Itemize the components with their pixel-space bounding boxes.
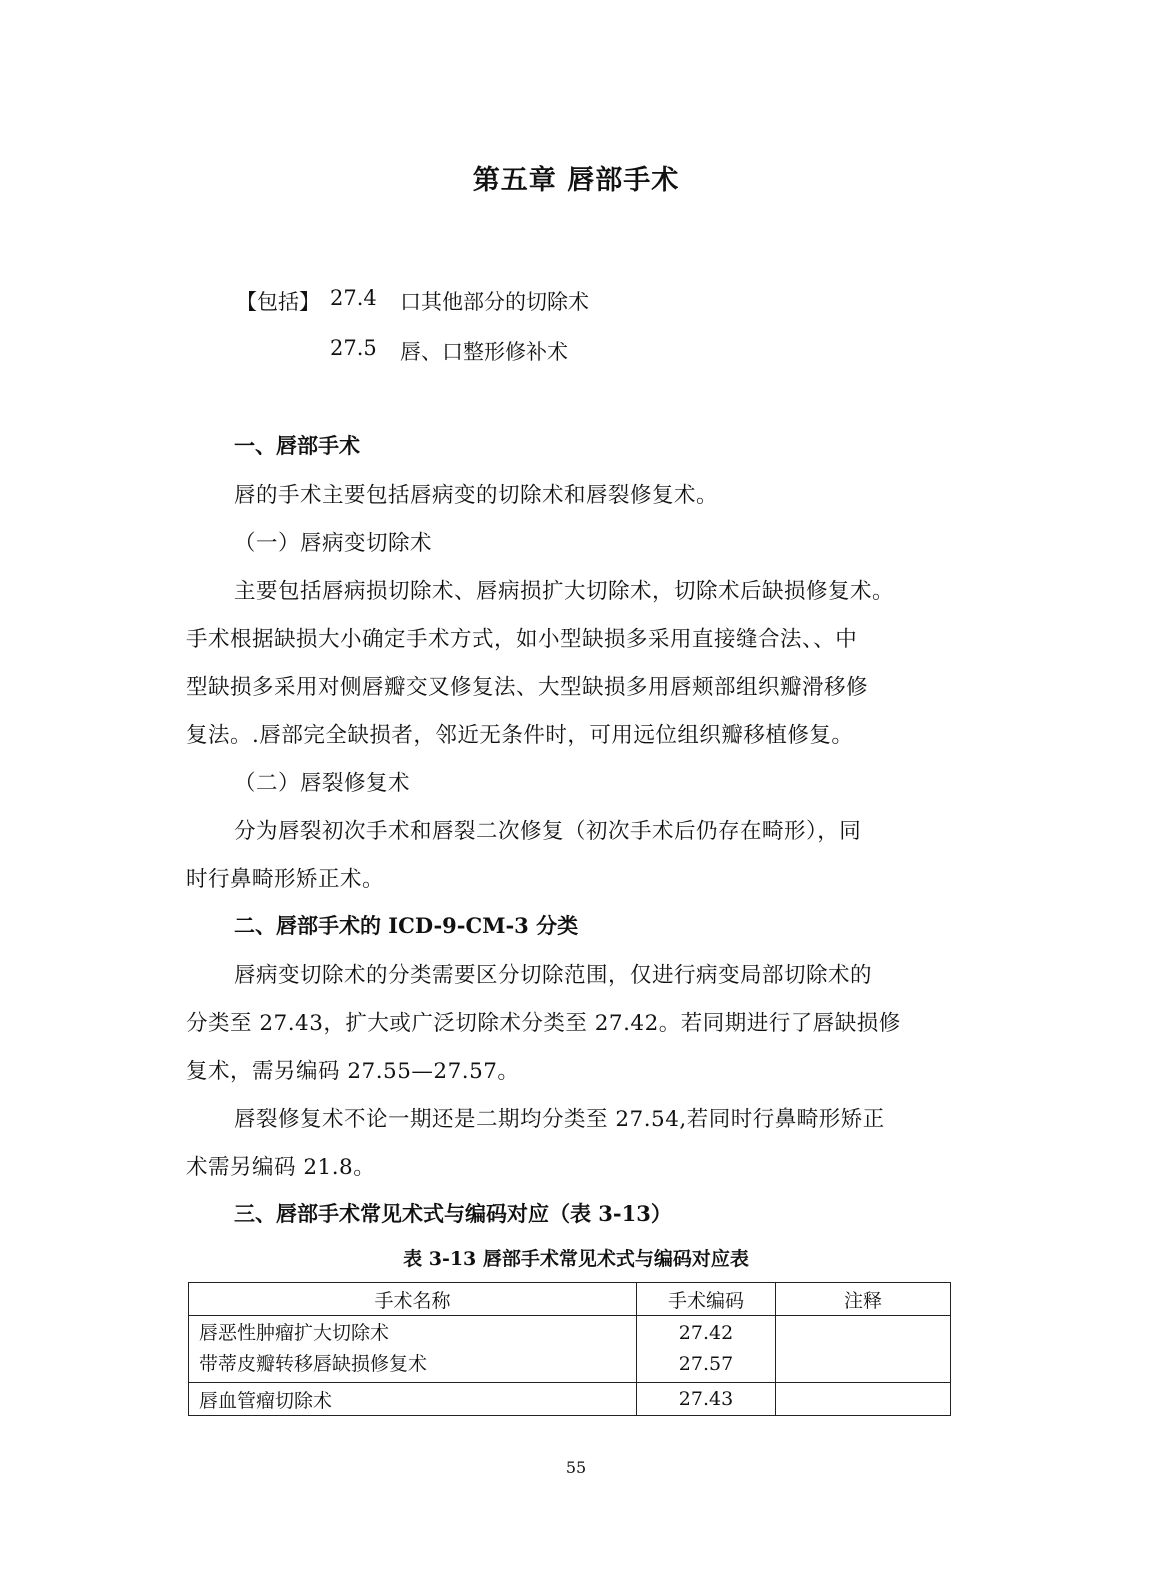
table-caption: 表 3-13 唇部手术常见术式与编码对应表 [403, 1248, 749, 1270]
surgery-name: 唇恶性肿瘤扩大切除术 [199, 1322, 390, 1344]
section1-heading: 一、唇部手术 [234, 433, 360, 458]
includes-code-2: 27.5 [330, 336, 377, 360]
table-row [189, 1316, 951, 1383]
section2-para2-line: 唇裂修复术不论一期还是二期均分类至 27.54,若同时行鼻畸形矫正 [234, 1107, 885, 1132]
includes-code-1: 27.4 [330, 286, 377, 310]
table-header-row [189, 1283, 951, 1316]
section1-sub1-line: 手术根据缺损大小确定手术方式，如小型缺损多采用直接缝合法、、中 [186, 627, 858, 652]
section1-sub1-heading: （一）唇病变切除术 [234, 531, 433, 556]
surgery-name: 唇血管瘤切除术 [199, 1389, 333, 1412]
surgery-code-cell [637, 1383, 776, 1416]
section1-intro: 唇的手术主要包括唇病变的切除术和唇裂修复术。 [234, 483, 719, 508]
section1-sub2-line: 时行鼻畸形矫正术。 [186, 867, 385, 892]
note-cell [776, 1383, 951, 1416]
section2-heading: 二、唇部手术的 ICD-9-CM-3 分类 [234, 913, 579, 938]
section2-para2-line: 术需另编码 21.8。 [186, 1155, 376, 1180]
section3-heading: 三、唇部手术常见术式与编码对应（表 3-13） [234, 1201, 672, 1226]
surgery-name-cell [189, 1316, 637, 1383]
section1-sub1-line: 型缺损多采用对侧唇瓣交叉修复法、大型缺损多用唇颊部组织瓣滑移修 [186, 675, 869, 700]
section2-para1-line: 复术，需另编码 27.55—27.57。 [186, 1059, 520, 1084]
column-header-note: 注释 [776, 1283, 951, 1316]
surgery-code: 27.42 [678, 1322, 734, 1344]
surgery-code: 27.43 [678, 1388, 734, 1410]
section1-sub2-line: 分为唇裂初次手术和唇裂二次修复（初次手术后仍存在畸形），同 [234, 819, 862, 844]
column-header-surgery-name: 手术名称 [189, 1283, 637, 1316]
page-number: 55 [565, 1458, 587, 1477]
chapter-title: 第五章 唇部手术 [472, 165, 680, 196]
includes-text-1: 口其他部分的切除术 [400, 290, 589, 314]
surgery-code: 27.57 [678, 1353, 734, 1375]
surgery-name: 带蒂皮瓣转移唇缺损修复术 [199, 1353, 428, 1375]
surgery-code-table [188, 1282, 951, 1416]
includes-label: 【包括】 [236, 290, 320, 314]
includes-text-2: 唇、口整形修补术 [400, 340, 568, 364]
section1-sub2-heading: （二）唇裂修复术 [234, 771, 411, 796]
surgery-name-cell [189, 1383, 637, 1416]
note-cell [776, 1316, 951, 1383]
surgery-code-cell [637, 1316, 776, 1383]
section1-sub1-line: 复法。.唇部完全缺损者，邻近无条件时，可用远位组织瓣移植修复。 [186, 723, 854, 748]
section1-sub1-line: 主要包括唇病损切除术、唇病损扩大切除术，切除术后缺损修复术。 [234, 579, 895, 604]
section2-para1-line: 唇病变切除术的分类需要区分切除范围，仅进行病变局部切除术的 [234, 963, 873, 988]
table-row [189, 1383, 951, 1416]
section2-para1-line: 分类至 27.43，扩大或广泛切除术分类至 27.42。若同期进行了唇缺损修 [186, 1011, 901, 1036]
column-header-surgery-code: 手术编码 [637, 1283, 776, 1316]
